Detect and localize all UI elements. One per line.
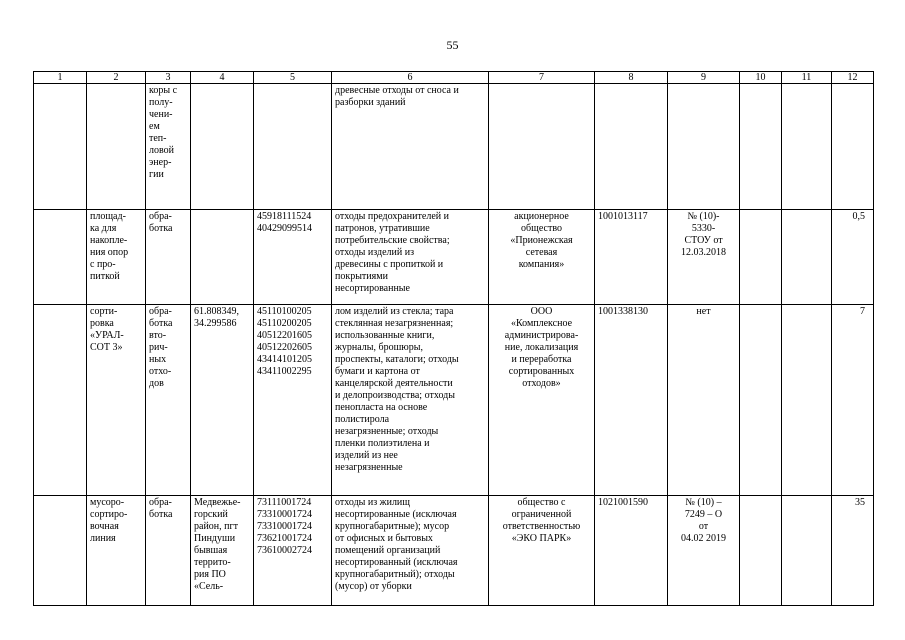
column-number: 11 — [782, 72, 832, 84]
row-number-cell — [34, 210, 87, 305]
object-name-cell: мусоро- сортиро- вочная линия — [87, 496, 146, 606]
purpose-cell: коры с полу- чени- ем теп- ловой энер- гии — [146, 84, 191, 210]
inn-cell: 1001013117 — [595, 210, 668, 305]
waste-types-cell: древесные отходы от сноса и разборки зданий — [332, 84, 489, 210]
table-row — [34, 496, 874, 606]
table-row — [34, 210, 874, 305]
column-number: 9 — [668, 72, 740, 84]
license-cell: нет — [668, 305, 740, 496]
license-cell: № (10)- 5330- СТОУ от 12.03.2018 — [668, 210, 740, 305]
operator-cell: ООО «Комплексное администрирова- ние, локализация и переработка сортированных отходов» — [489, 305, 595, 496]
purpose-cell: обра- ботка — [146, 496, 191, 606]
license-cell — [668, 84, 740, 210]
col10-cell — [740, 496, 782, 606]
location-cell: Медвежье- горский район, пгт Пиндуши бывшая террито- рия ПО «Сель- — [191, 496, 254, 606]
inn-cell: 1021001590 — [595, 496, 668, 606]
col11-cell — [782, 496, 832, 606]
waste-facility-table — [33, 71, 874, 606]
col10-cell — [740, 305, 782, 496]
location-cell — [191, 84, 254, 210]
operator-cell: общество с ограниченной ответственностью «ЭКО ПАРК» — [489, 496, 595, 606]
operator-cell: акционерное общество «Прионежская сетевая компания» — [489, 210, 595, 305]
column-number: 7 — [489, 72, 595, 84]
fkko-codes-cell — [254, 84, 332, 210]
column-number: 10 — [740, 72, 782, 84]
inn-cell: 1001338130 — [595, 305, 668, 496]
table-row — [34, 305, 874, 496]
purpose-cell: обра- ботка — [146, 210, 191, 305]
fkko-codes-cell: 45918111524 40429099514 — [254, 210, 332, 305]
inn-cell — [595, 84, 668, 210]
column-number: 2 — [87, 72, 146, 84]
row-number-cell — [34, 496, 87, 606]
purpose-cell: обра- ботка вто- рич- ных отхо- дов — [146, 305, 191, 496]
row-number-cell — [34, 84, 87, 210]
waste-types-cell: лом изделий из стекла; тара стеклянная незагрязненная; использованные книги, журналы, брошюры, проспекты, каталоги; отходы бумаги и картона от канцелярской деятельности и делопроизводства; отходы пенопласта на основе полистирола незагрязненные; отходы пленки полиэтилена и изделий из нее незагрязненные — [332, 305, 489, 496]
column-number: 4 — [191, 72, 254, 84]
capacity-cell: 35 — [832, 496, 874, 606]
table-row — [34, 84, 874, 210]
object-name-cell: сорти- ровка «УРАЛ- СОТ 3» — [87, 305, 146, 496]
fkko-codes-cell: 73111001724 73310001724 73310001724 73621001724 73610002724 — [254, 496, 332, 606]
column-number: 6 — [332, 72, 489, 84]
waste-types-cell: отходы предохранителей и патронов, утратившие потребительские свойства; отходы изделий из древесины с пропиткой и покрытиями несортированные — [332, 210, 489, 305]
fkko-codes-cell: 45110100205 45110200205 40512201605 40512202605 43414101205 43411002295 — [254, 305, 332, 496]
object-name-cell: площад- ка для накопле- ния опор с про- питкой — [87, 210, 146, 305]
row-number-cell — [34, 305, 87, 496]
capacity-cell: 0,5 — [832, 210, 874, 305]
location-cell: 61.808349, 34.299586 — [191, 305, 254, 496]
column-number: 8 — [595, 72, 668, 84]
col10-cell — [740, 210, 782, 305]
column-number: 1 — [34, 72, 87, 84]
col10-cell — [740, 84, 782, 210]
operator-cell — [489, 84, 595, 210]
location-cell — [191, 210, 254, 305]
col11-cell — [782, 210, 832, 305]
column-number: 12 — [832, 72, 874, 84]
capacity-cell: 7 — [832, 305, 874, 496]
col11-cell — [782, 305, 832, 496]
license-cell: № (10) – 7249 – О от 04.02 2019 — [668, 496, 740, 606]
col11-cell — [782, 84, 832, 210]
column-number: 5 — [254, 72, 332, 84]
page-number: 55 — [446, 38, 459, 52]
capacity-cell — [832, 84, 874, 210]
column-number: 3 — [146, 72, 191, 84]
object-name-cell — [87, 84, 146, 210]
column-number-row — [34, 72, 874, 84]
waste-types-cell: отходы из жилищ несортированные (исключая крупногабаритные); мусор от офисных и бытовых помещений организаций несортированный (исключая крупногабаритный); отходы (мусор) от уборки — [332, 496, 489, 606]
